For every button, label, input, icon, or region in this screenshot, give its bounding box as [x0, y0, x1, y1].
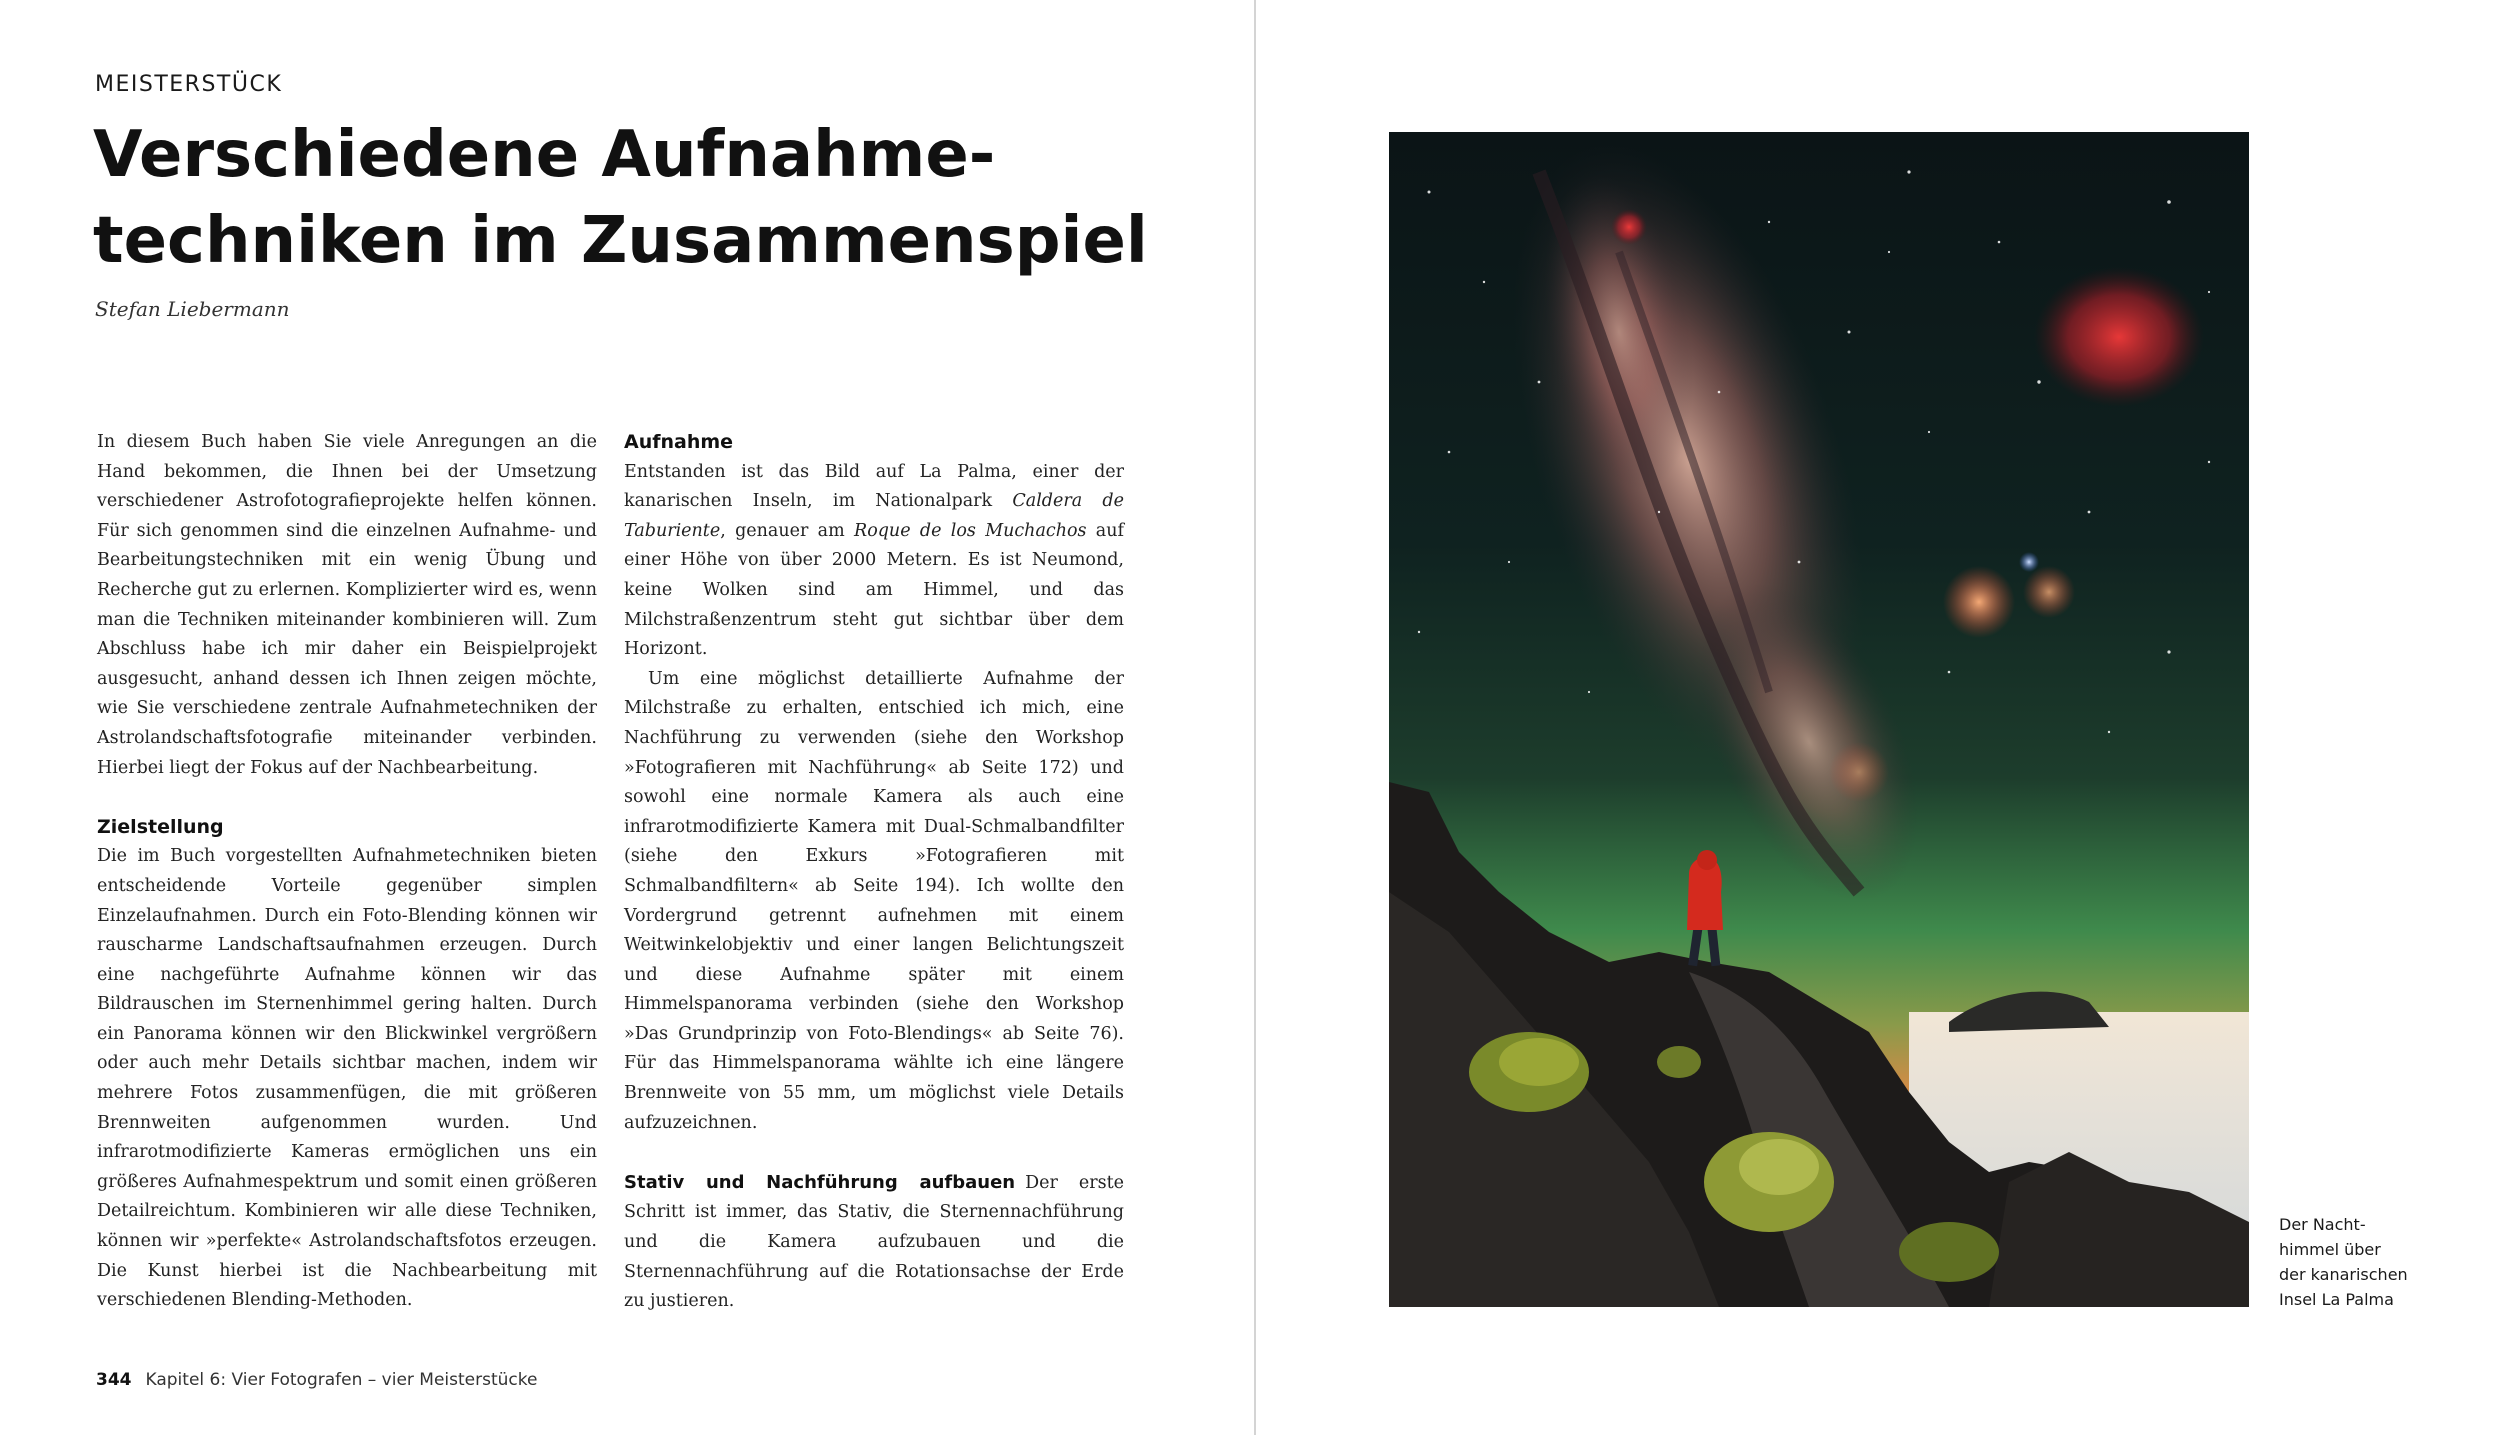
place-caldera: Caldera de Taburiente: [624, 491, 1124, 541]
caption-line-1: Der Nacht-: [2279, 1215, 2366, 1234]
caption-line-4: Insel La Palma: [2279, 1290, 2394, 1309]
chapter-title: Kapitel 6: Vier Fotografen – vier Meisterstücke: [145, 1370, 538, 1390]
stativ-paragraph: [624, 1168, 1124, 1317]
heading-aufnahme: Aufnahme: [624, 431, 734, 453]
aufnahme-paragraph-1: [624, 458, 1124, 665]
page-number: 344: [96, 1370, 132, 1390]
left-page: [0, 0, 1254, 1435]
place-roque: Roque de los Muchachos: [854, 520, 1087, 541]
aufnahme-paragraph-2: Um eine möglichst detaillierte Aufnahme der Milchstraße zu erhalten, entschied ich mich, eine Nachführung zu verwenden (siehe den Workshop »Fotografieren mit Nachführung« ab Seite 172) und sowohl eine normale Kamera als auch eine infrarotmodifizierte Kamera mit Dual-Schmalbandfilter (siehe den Exkurs »Fotografieren mit Schmalbandfiltern« ab Seite 194). Ich wollte den Vordergrund getrennt aufnehmen mit einem Weitwinkelobjektiv und einer langen Belichtungszeit und diese Aufnahme später mit einem Himmelspanorama verbinden (siehe den Workshop »Das Grundprinzip von Foto-Blendings« ab Seite 76). Für das Himmelspanorama wählte ich eine längere Brennweite von 55 mm, um möglichst viele Details aufzuzeichnen.: [624, 668, 1124, 1133]
photo-caption: [2279, 1212, 2479, 1312]
article-headline: [93, 112, 1213, 284]
text-column-left: [97, 428, 597, 1316]
heading-zielstellung: Zielstellung: [97, 815, 224, 838]
intro-paragraph: In diesem Buch haben Sie viele Anregungen an die Hand bekommen, die Ihnen bei der Umsetzung verschiedener Astrofotografieprojekte helfen können. Für sich genommen sind die einzelnen Aufnahme- und Bearbeitungstechniken mit ein wenig Übung und Recherche gut zu erlernen. Komplizierter wird es, wenn man die Techniken miteinander kombinieren will. Zum Abschluss habe ich mir daher ein Beispielprojekt ausgesucht, anhand dessen ich Ihnen zeigen möchte, wie Sie verschiedene zentrale Aufnahmetechniken der Astrolandschaftsfotografie miteinander verbinden. Hierbei liegt der Fokus auf der Nachbearbeitung.: [97, 432, 597, 778]
headline-line-1: Verschiedene Aufnahme-: [93, 118, 996, 192]
book-gutter: [1254, 0, 1256, 1435]
headline-line-2: techniken im Zusammenspiel: [93, 204, 1148, 278]
page-footer: [96, 1370, 537, 1390]
zielstellung-paragraph: Die im Buch vorgestellten Aufnahmetechniken bieten entscheidende Vorteile gegenüber simplen Einzelaufnahmen. Durch ein Foto-Blending können wir rauscharme Landschaftsaufnahmen erzeugen. Durch eine nachgeführte Aufnahme können wir das Bildrauschen im Sternenhimmel gering halten. Durch ein Panorama können wir den Blickwinkel vergrößern oder auch mehr Details sichtbar machen, indem wir mehrere Fotos zusammenfügen, die mit größeren Brennweiten aufgenommen wurden. Und infrarotmodifizierte Kameras ermöglichen uns ein größeres Aufnahmespektrum und somit einen größeren Detailreichtum. Kombinieren wir alle diese Techniken, können wir »perfekte« Astrolandschaftsfotos erzeugen. Die Kunst hierbei ist die Nachbearbeitung mit verschiedenen Blending-Methoden.: [97, 846, 597, 1311]
aufnahme-text-c: auf einer Höhe von über 2000 Metern. Es ist Neumond, keine Wolken sind am Himmel, und das Milchstraßenzentrum steht gut sichtbar über dem Horizont.: [624, 520, 1124, 660]
paragraph-gap: [624, 1138, 1124, 1168]
paragraph-gap: [97, 783, 597, 813]
caption-line-2: himmel über: [2279, 1240, 2381, 1259]
caption-line-3: der kanarischen: [2279, 1265, 2408, 1284]
right-page: [1257, 0, 2510, 1435]
author-byline: Stefan Liebermann: [95, 297, 290, 321]
text-column-right: [624, 428, 1124, 1317]
section-kicker: MEISTERSTÜCK: [95, 72, 283, 97]
aufnahme-text-b: , genauer am: [720, 520, 855, 541]
stativ-text: Der erste Schritt ist immer, das Stativ, die Sternennachführung und die Kamera aufzubauen und die Sternennachführung auf die Rotationsachse der Erde zu justieren.: [624, 1172, 1124, 1312]
heading-stativ: Stativ und Nachführung aufbauen: [624, 1171, 1016, 1193]
aufnahme-text-a: Entstanden ist das Bild auf La Palma, einer der kanarischen Inseln, im Nationalpark: [624, 461, 1124, 512]
milky-way-photo: [1389, 132, 2249, 1307]
